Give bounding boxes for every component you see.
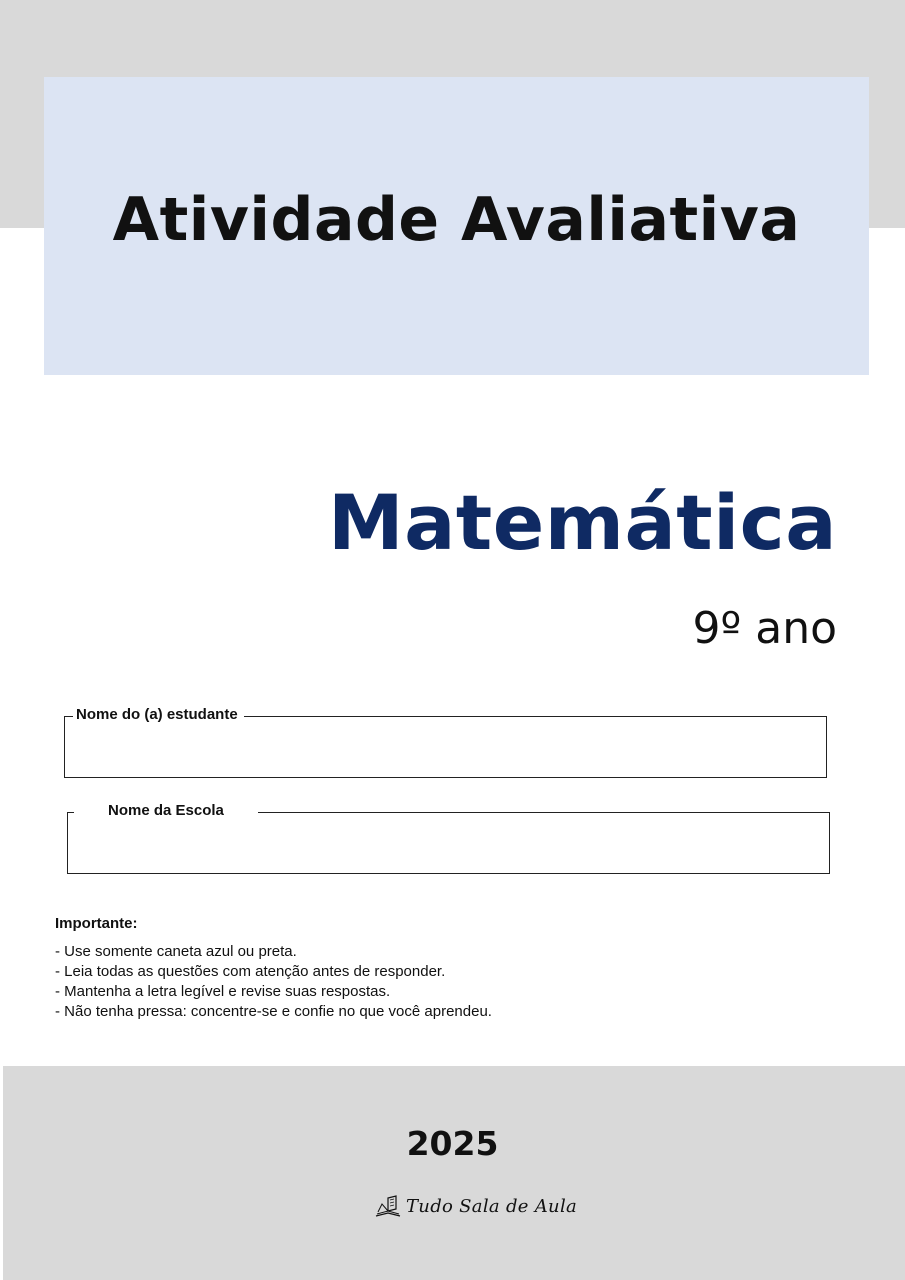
book-icon [374,1192,402,1220]
grade-label: 9º ano [692,603,837,654]
page-title: Atividade Avaliativa [112,185,801,255]
school-name-label: Nome da Escola [74,802,258,820]
student-name-field[interactable] [64,706,827,778]
subject-title: Matemática [328,478,837,567]
instructions-list [55,942,492,1022]
instruction-item: - Use somente caneta azul ou preta. [55,943,297,960]
title-box [44,77,869,375]
brand-name: Tudo Sala de Aula [406,1195,578,1217]
instructions [55,915,492,1022]
instructions-title: Importante: [55,915,138,932]
brand-logo [374,1192,577,1220]
instruction-item: - Mantenha a letra legível e revise suas respostas. [55,983,391,1000]
instruction-item: - Leia todas as questões com atenção antes de responder. [55,963,446,980]
school-name-field[interactable] [67,802,830,874]
student-name-label: Nome do (a) estudante [73,706,244,724]
year-label: 2025 [406,1124,499,1163]
footer-band [3,1066,905,1280]
instruction-item: - Não tenha pressa: concentre-se e confie no que você aprendeu. [55,1003,492,1020]
